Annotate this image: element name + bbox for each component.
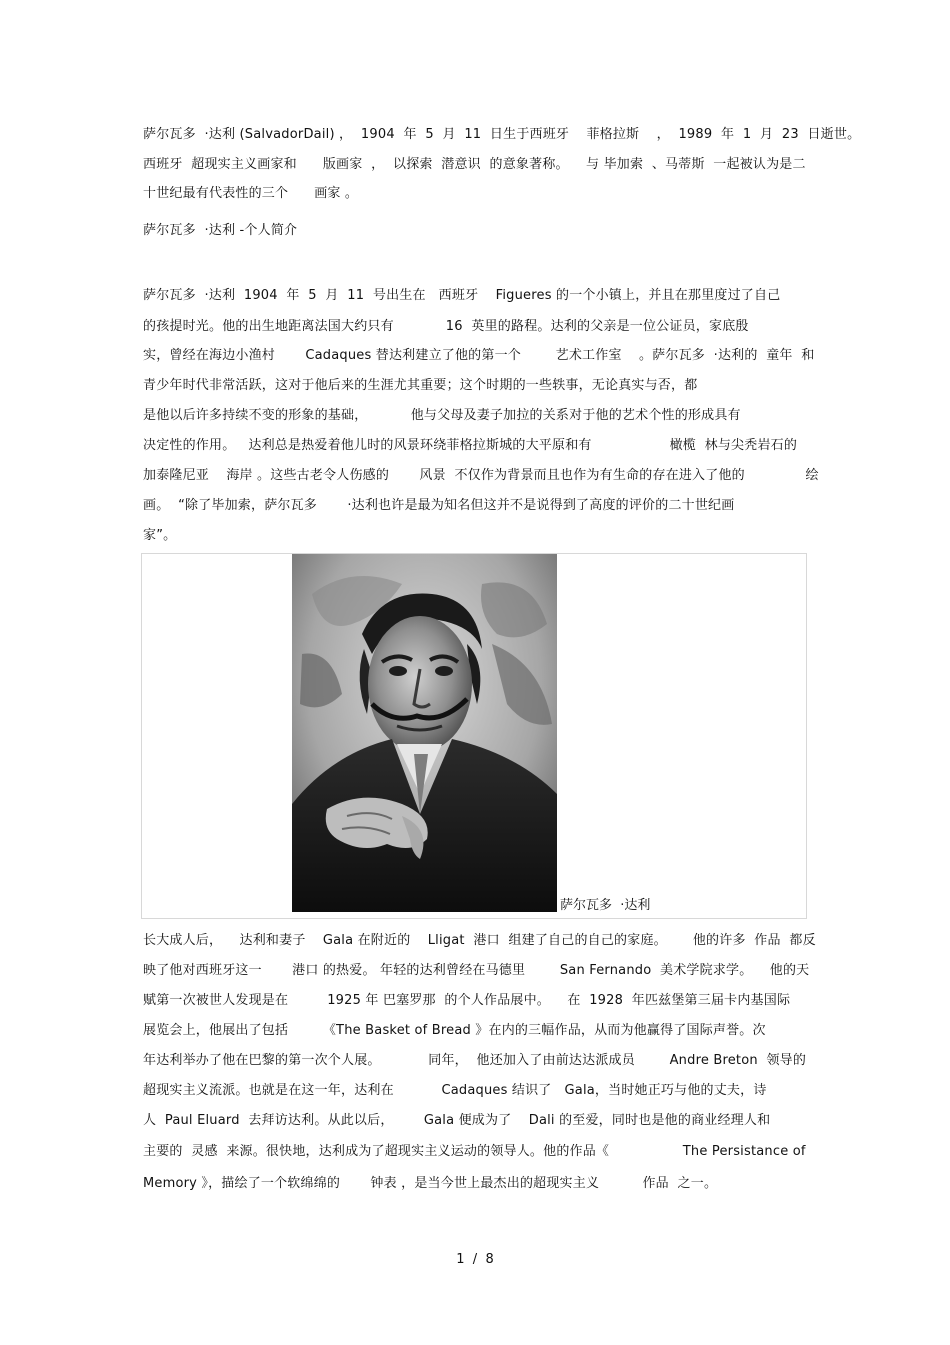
bio-line: 加泰隆尼亚 海岸 。这些古老令人伤感的 风景 不仅作为背景而且也作为有生命的存在进入了他的 绘 xyxy=(143,468,819,483)
later-line: 人 Paul Eluard 去拜访达利。从此以后， Gala 便成为了 Dali 的至爱，同时也是他的商业经理人和 xyxy=(143,1113,771,1128)
bio-line: 青少年时代非常活跃，这对于他后来的生涯尤其重要；这个时期的一些轶事，无论真实与否，都 xyxy=(143,378,698,393)
later-line: 年达利举办了他在巴黎的第一次个人展。 同年， 他还加入了由前达达派成员 Andre Breton 领导的 xyxy=(143,1053,807,1068)
intro-line: 十世纪最有代表性的三个 画家 。 xyxy=(143,186,359,201)
later-line: 展览会上，他展出了包括 《The Basket of Bread 》在内的三幅作品，从而为他赢得了国际声誉。次 xyxy=(143,1023,766,1038)
later-line: Memory 》，描绘了一个软绵绵的 钟表 ，是当今世上最杰出的超现实主义 作品 之一。 xyxy=(143,1176,718,1191)
figure-frame xyxy=(141,553,807,919)
later-line: 赋第一次被世人发现是在 1925 年 巴塞罗那 的个人作品展中。 在 1928 年匹兹堡第三届卡内基国际 xyxy=(143,993,791,1008)
bio-line: 实，曾经在海边小渔村 Cadaques 替达利建立了他的第一个 艺术工作室 。萨尔瓦多 ·达利的 童年 和 xyxy=(143,348,815,363)
later-line: 映了他对西班牙这一 港口 的热爱。 年轻的达利曾经在马德里 San Fernando 美术学院求学。 他的天 xyxy=(143,963,810,978)
bio-line: 的孩提时光。他的出生地距离法国大约只有 16 英里的路程。达利的父亲是一位公证员，家底殷 xyxy=(143,319,749,334)
bio-line: 萨尔瓦多 ·达利 1904 年 5 月 11 号出生在 西班牙 Figueres 的一个小镇上，并且在那里度过了自己 xyxy=(143,288,781,303)
figure-caption: 萨尔瓦多 ·达利 xyxy=(560,898,651,913)
page-number: 1 / 8 xyxy=(456,1252,494,1267)
bio-line: 画。 “除了毕加索，萨尔瓦多 ·达利也许是最为知名但这并不是说得到了高度的评价的二十世纪画 xyxy=(143,498,735,513)
bio-line: 是他以后许多持续不变的形象的基础， 他与父母及妻子加拉的关系对于他的艺术个性的形成具有 xyxy=(143,408,741,423)
bio-line: 家”。 xyxy=(143,528,177,543)
later-line: 长大成人后， 达利和妻子 Gala 在附近的 Lligat 港口 组建了自己的自己的家庭。 他的许多 作品 都反 xyxy=(143,933,816,948)
portrait-photo xyxy=(292,554,557,912)
later-line: 主要的 灵感 来源。很快地，达利成为了超现实主义运动的领导人。他的作品《 The Persistance of xyxy=(143,1144,806,1159)
later-line: 超现实主义流派。也就是在这一年，达利在 Cadaques 结识了 Gala，当时她正巧与他的丈夫，诗 xyxy=(143,1083,767,1098)
intro-line: 萨尔瓦多 ·达利 (SalvadorDail) ， 1904 年 5 月 11 日生于西班牙 菲格拉斯 ， 1989 年 1 月 23 日逝世。 xyxy=(143,127,861,142)
bio-line: 决定性的作用。 达利总是热爱着他儿时的风景环绕菲格拉斯城的大平原和有 橄榄 林与尖秃岩石的 xyxy=(143,438,798,453)
section-heading: 萨尔瓦多 ·达利 -个人简介 xyxy=(143,223,298,238)
intro-line: 西班牙 超现实主义画家和 版画家 ， 以探索 潜意识 的意象著称。 与 毕加索 、马蒂斯 一起被认为是二 xyxy=(143,157,806,172)
